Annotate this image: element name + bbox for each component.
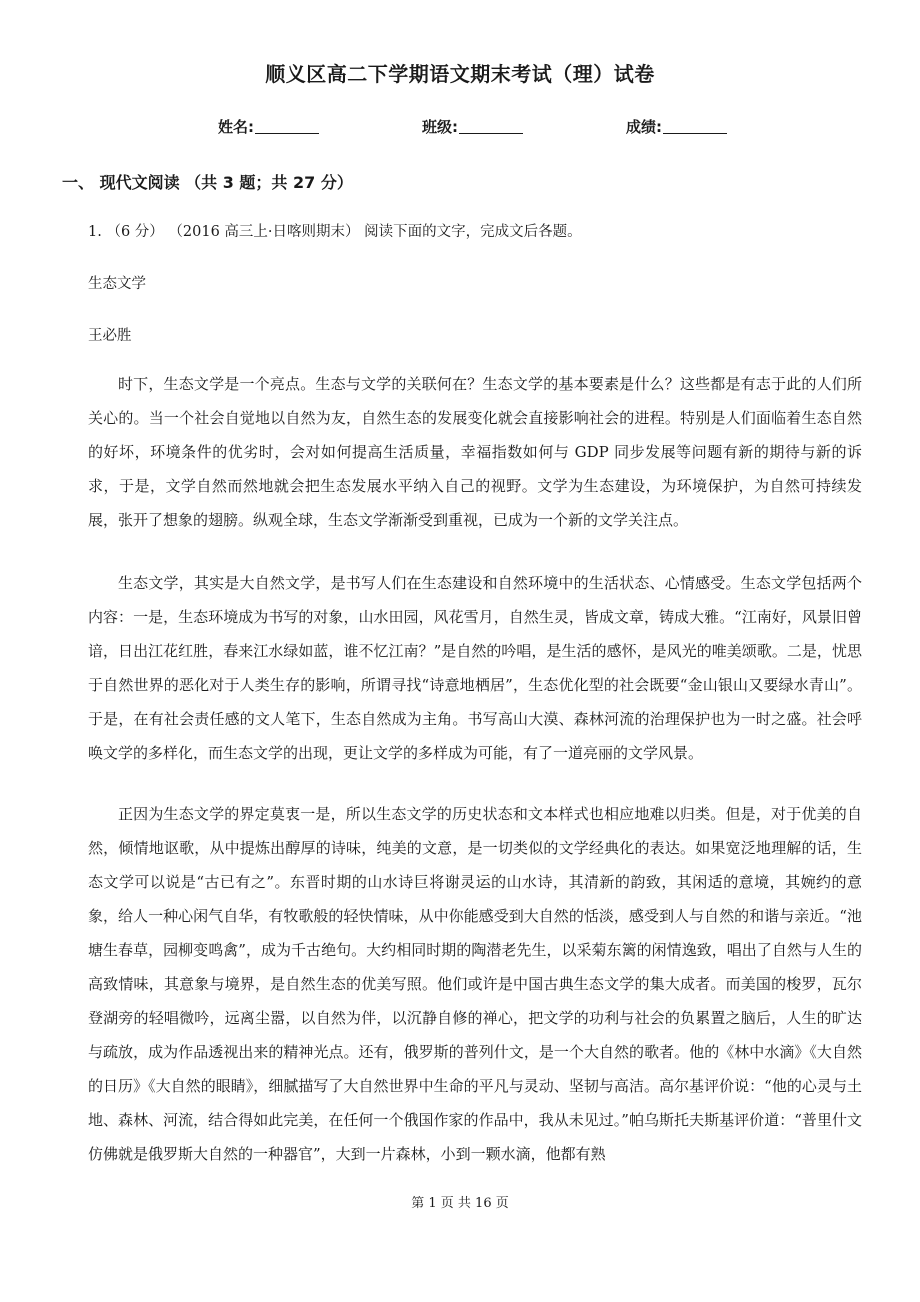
- article-title: 生态文学: [88, 276, 146, 292]
- paragraph-3: 正因为生态文学的界定莫衷一是，所以生态文学的历史状态和文本样式也相应地难以归类。但是，对于优美的自然，倾情地讴歌，从中提炼出醇厚的诗味，纯美的文意，是一切类似的文学经典化的表达。如果宽泛地理解的话，生态文学可以说是“古已有之”。东晋时期的山水诗巨将谢灵运的山水诗，其清新的韵致，其闲适的意境，其婉约的意象，给人一种心闲气自华，有牧歌般的轻快情味，从中你能感受到大自然的恬淡，感受到人与自然的和谐与亲近。“池塘生春草，园柳变鸣禽”，成为千古绝句。大约相同时期的陶潜老先生，以采菊东篱的闲情逸致，唱出了自然与人生的高致情味，其意象与境界，是自然生态的优美写照。他们或许是中国古典生态文学的集大成者。而美国的梭罗，瓦尔登湖旁的轻唱微吟，远离尘嚣，以自然为伴，以沉静自修的禅心，把文学的功利与社会的负累置之脑后，人生的旷达与疏放，成为作品透视出来的精神光点。还有，俄罗斯的普列什文，是一个大自然的歌者。他的《林中水滴》《大自然的日历》《大自然的眼睛》，细腻描写了大自然世界中生命的平凡与灵动、坚韧与高洁。高尔基评价说：“他的心灵与土地、森林、河流，结合得如此完美，在任何一个俄国作家的作品中，我从未见过。”帕乌斯托夫斯基评价道：“普里什文仿佛就是俄罗斯大自然的一种器官”，大到一片森林，小到一颗水滴，他都有熟: [88, 805, 862, 1163]
- section-heading: 一、 现代文阅读 （共 3 题；共 27 分）: [62, 173, 353, 192]
- class-blank[interactable]: [459, 119, 523, 134]
- class-field: [422, 116, 523, 137]
- name-blank[interactable]: [255, 119, 319, 134]
- name-label: 姓名:: [218, 118, 254, 136]
- paragraph-1: 时下，生态文学是一个亮点。生态与文学的关联何在？生态文学的基本要素是什么？这些都是有志于此的人们所关心的。当一个社会自觉地以自然为友，自然生态的发展变化就会直接影响社会的进程。特别是人们面临着生态自然的好坏，环境条件的优劣时，会对如何提高生活质量，幸福指数如何与 GDP 同步发展等问题有新的期待与新的诉求，于是，文学自然而然地就会把生态发展水平纳入自己的视野。文学为生态建设，为环境保护，为自然可持续发展，张开了想象的翅膀。纵观全球，生态文学渐渐受到重视，已成为一个新的文学关注点。: [88, 375, 862, 529]
- exam-title: 顺义区高二下学期语文期末考试（理）试卷: [265, 62, 655, 86]
- class-label: 班级:: [422, 118, 458, 136]
- score-label: 成绩:: [626, 118, 662, 136]
- score-blank[interactable]: [663, 119, 727, 134]
- question-header: 1. （6 分） （2016 高三上·日喀则期末） 阅读下面的文字，完成文后各题。: [88, 224, 582, 240]
- article-author: 王必胜: [88, 328, 132, 344]
- name-field: [218, 116, 319, 137]
- score-field: [626, 116, 727, 137]
- paragraph-2: 生态文学，其实是大自然文学，是书写人们在生态建设和自然环境中的生活状态、心情感受。生态文学包括两个内容：一是，生态环境成为书写的对象，山水田园，风花雪月，自然生灵，皆成文章，铸成大雅。“江南好，风景旧曾谙，日出江花红胜，春来江水绿如蓝，谁不忆江南？”是自然的吟唱，是生活的感怀，是风光的唯美颂歌。二是，忧思于自然世界的恶化对于人类生存的影响，所谓寻找“诗意地栖居”，生态优化型的社会既要“金山银山又要绿水青山”。于是，在有社会责任感的文人笔下，生态自然成为主角。书写高山大漠、森林河流的治理保护也为一时之盛。社会呼唤文学的多样化，而生态文学的出现，更让文学的多样成为可能，有了一道亮丽的文学风景。: [88, 574, 862, 762]
- page-footer: 第 1 页 共 16 页: [411, 1196, 509, 1211]
